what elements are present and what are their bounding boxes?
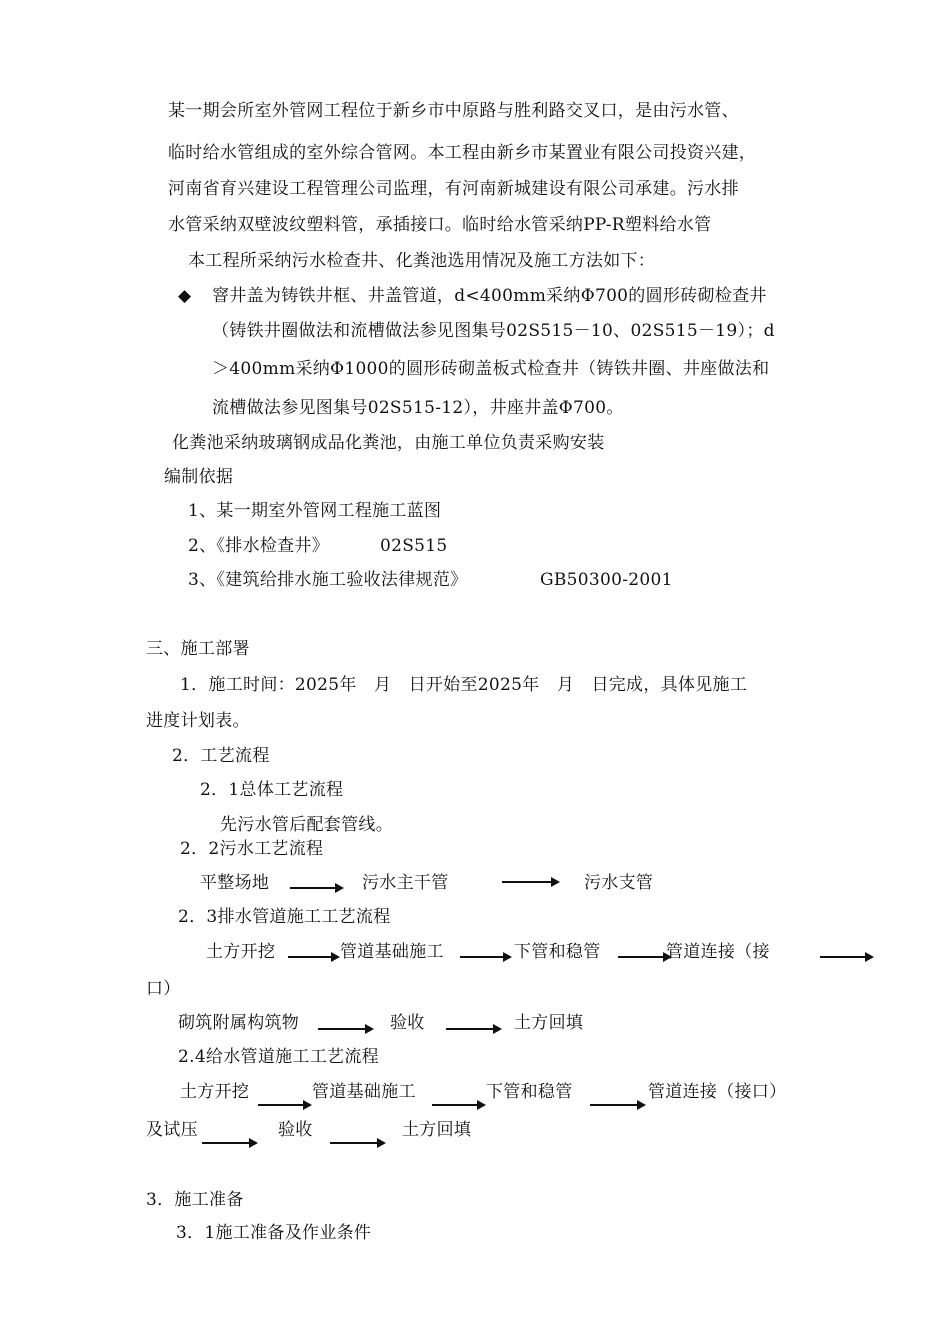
- p24-title: 2.4给水管道施工工艺流程: [178, 1047, 379, 1067]
- bullet-line-4: 流槽做法参见图集号02S515-12），井座井盖Φ700。: [212, 398, 624, 418]
- basis-title: 编制依据: [164, 467, 234, 487]
- basis-item-1: 1、某一期室外管网工程施工蓝图: [188, 501, 442, 521]
- intro-line-3: 河南省育兴建设工程管理公司监理，有河南新城建设有限公司承建。污水排: [168, 179, 739, 199]
- process-title: 2．工艺流程: [172, 746, 270, 766]
- intro-line-1: 某一期会所室外管网工程位于新乡市中原路与胜利路交叉口，是由污水管、: [168, 101, 739, 121]
- arrow-icon: [288, 956, 338, 958]
- intro-line-5: 本工程所采纳污水检查井、化粪池选用情况及施工方法如下：: [188, 251, 656, 271]
- arrow-icon: [590, 1104, 644, 1106]
- flow-step: 下管和稳管: [486, 1082, 573, 1102]
- p21-text: 先污水管后配套管线。: [220, 815, 393, 835]
- flow-step: 砌筑附属构筑物: [178, 1013, 300, 1033]
- prep-title: 3．施工准备: [146, 1190, 244, 1210]
- flow-step: 管道连接（接口）: [648, 1082, 787, 1102]
- prep-sub: 3．1施工准备及作业条件: [176, 1223, 372, 1243]
- p21-title: 2．1总体工艺流程: [200, 780, 344, 800]
- time-line-1: 1．施工时间：2025年 月 日开始至2025年 月 日完成，具体见施工: [180, 675, 748, 695]
- arrow-icon: [258, 1104, 310, 1106]
- flow-step: 平整场地: [200, 873, 270, 893]
- intro-line-4: 水管采纳双壁波纹塑料管，承插接口。临时给水管采纳PP-R塑料给水管: [168, 215, 712, 235]
- flow-step: 及试压: [146, 1120, 198, 1140]
- arrow-icon: [290, 887, 342, 889]
- septic-text: 化粪池采纳玻璃钢成品化粪池，由施工单位负责采购安装: [172, 433, 605, 453]
- arrow-icon: [330, 1142, 384, 1144]
- p22-title: 2．2污水工艺流程: [180, 839, 324, 859]
- flow-step: 土方回填: [402, 1120, 472, 1140]
- flow-step: 验收: [278, 1120, 313, 1140]
- bullet-icon: ◆: [178, 286, 192, 306]
- basis-item-2-label: 2、《排水检查井》: [188, 536, 330, 556]
- bullet-line-1: 窨井盖为铸铁井框、井盖管道，d<400mm采纳Φ700的圆形砖砌检查井: [212, 286, 767, 306]
- basis-item-3-code: GB50300-2001: [540, 570, 673, 590]
- basis-item-2-code: 02S515: [380, 536, 448, 556]
- arrow-icon: [820, 956, 872, 958]
- flow-step: 土方开挖: [206, 942, 276, 962]
- flow-step: 管道基础施工: [340, 942, 444, 962]
- arrow-icon: [502, 881, 558, 883]
- section-title: 三、施工部署: [146, 639, 250, 659]
- arrow-icon: [446, 1028, 500, 1030]
- arrow-icon: [432, 1104, 484, 1106]
- flow-step: 土方开挖: [180, 1082, 250, 1102]
- bullet-line-2: （铸铁井圈做法和流槽做法参见图集号02S515－10、02S515－19）；d: [212, 321, 775, 341]
- basis-item-3-label: 3、《建筑给排水施工验收法律规范》: [188, 570, 468, 590]
- flow-step: 污水主干管: [362, 873, 449, 893]
- time-line-2: 进度计划表。: [146, 711, 250, 731]
- flow-step: 管道连接（接: [666, 942, 770, 962]
- arrow-icon: [318, 1028, 372, 1030]
- flow-step: 验收: [390, 1013, 425, 1033]
- flow-step: 口）: [146, 979, 181, 999]
- flow-step: 下管和稳管: [514, 942, 601, 962]
- bullet-line-3: ＞400mm采纳Φ1000的圆形砖砌盖板式检查井（铸铁井圈、井座做法和: [212, 359, 770, 379]
- p23-title: 2．3排水管道施工工艺流程: [178, 907, 391, 927]
- arrow-icon: [618, 956, 670, 958]
- arrow-icon: [460, 956, 510, 958]
- arrow-icon: [202, 1142, 256, 1144]
- flow-step: 管道基础施工: [312, 1082, 416, 1102]
- intro-line-2: 临时给水管组成的室外综合管网。本工程由新乡市某置业有限公司投资兴建，: [168, 143, 757, 163]
- flow-step: 土方回填: [514, 1013, 584, 1033]
- flow-step: 污水支管: [584, 873, 654, 893]
